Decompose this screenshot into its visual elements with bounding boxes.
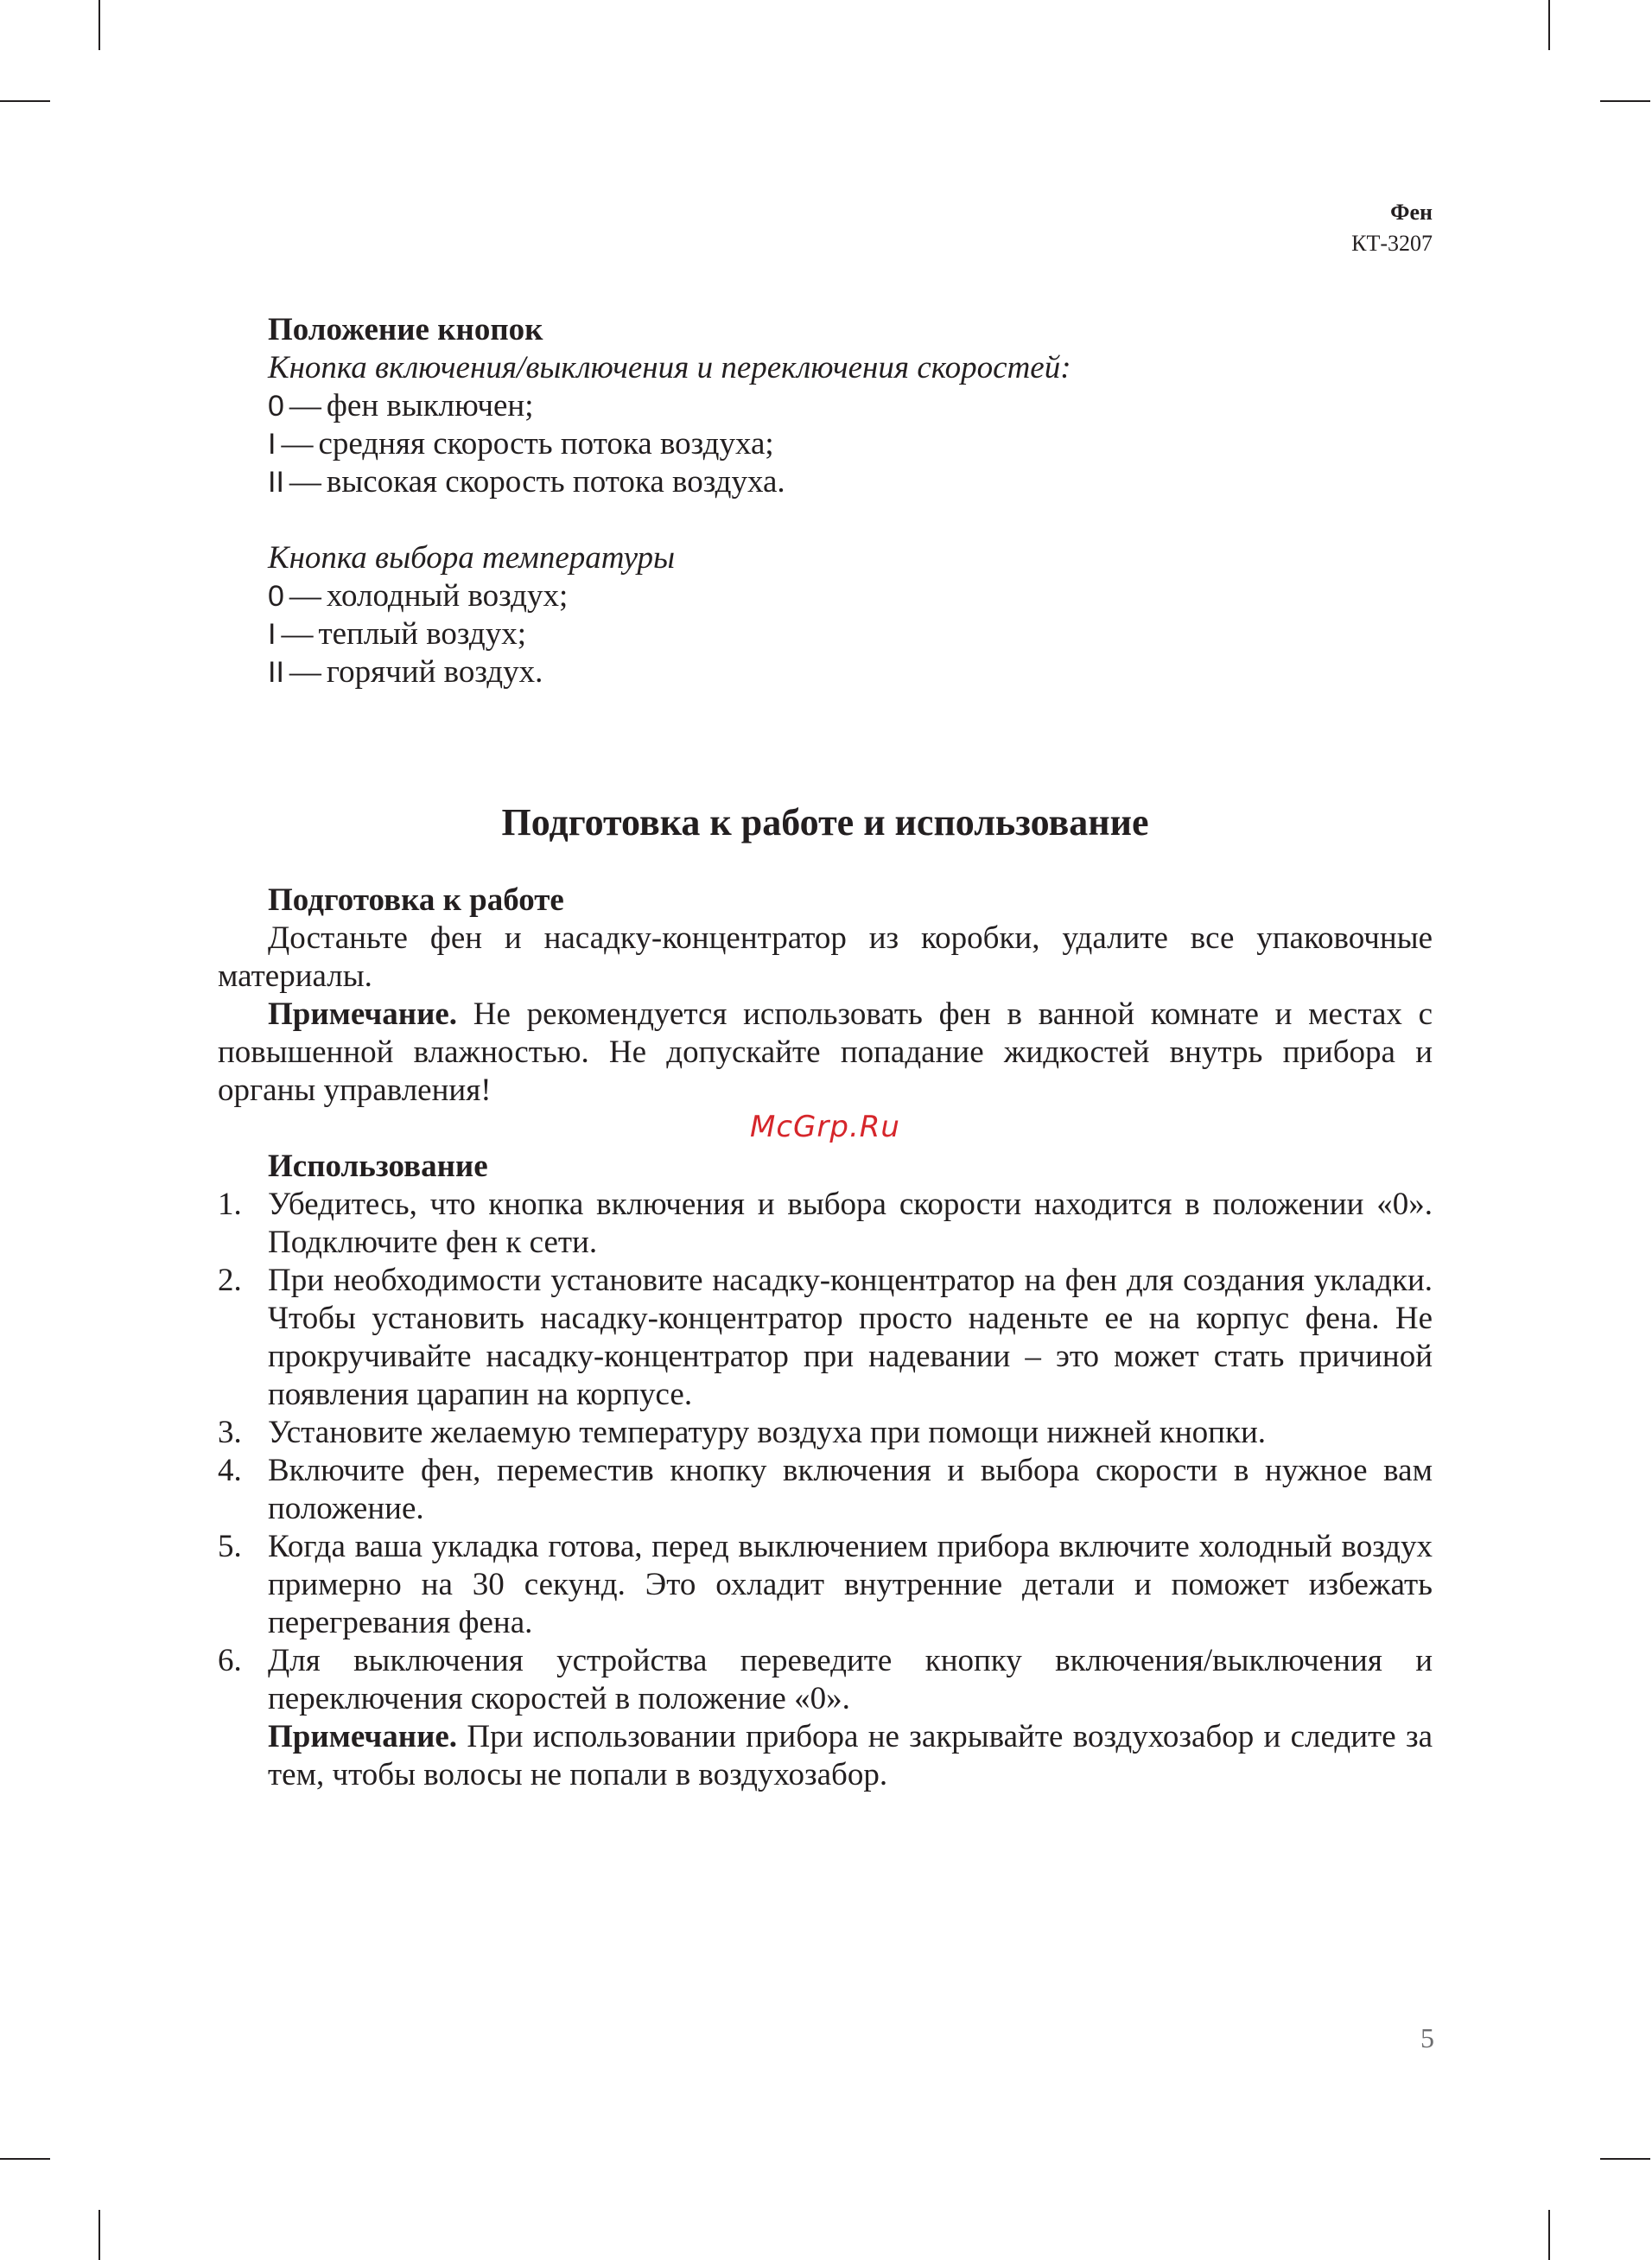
speed-item-glyph: I (268, 428, 276, 461)
usage-note-label: Примечание. (268, 1719, 458, 1754)
temp-button-caption: Кнопка выбора температуры (268, 540, 676, 576)
crop-mark-top-left-horizontal (0, 100, 50, 102)
usage-note (218, 1718, 1433, 1794)
running-header (1351, 197, 1433, 259)
speed-item (268, 387, 1433, 425)
usage-title: Использование (268, 1149, 488, 1184)
usage-step-number: 1. (218, 1187, 242, 1222)
dash: — (289, 654, 321, 690)
crop-mark-bottom-right-horizontal (1600, 2158, 1650, 2160)
crop-mark-top-right-horizontal (1600, 100, 1650, 102)
usage-step-number: 6. (218, 1643, 242, 1678)
speed-item-text: высокая скорость потока воздуха. (326, 464, 785, 500)
buttons-section (218, 311, 1433, 691)
crop-mark-bottom-right-vertical (1548, 2210, 1550, 2260)
dash: — (289, 578, 321, 614)
watermark: McGrp.Ru (750, 1110, 900, 1144)
speed-item-glyph: II (268, 466, 284, 499)
speed-item-glyph: 0 (268, 390, 284, 423)
prep-note (218, 996, 1433, 1110)
temp-item (268, 653, 1433, 691)
usage-step-text: Установите желаемую температуру воздуха при помощи нижней кнопки. (268, 1415, 1267, 1450)
usage-step (218, 1528, 1433, 1642)
page-number: 5 (1420, 2022, 1434, 2053)
header-model: КТ-3207 (1351, 231, 1433, 256)
usage-step-text: При необходимости установите насадку-концентратор на фен для создания укладки. Чтобы установить насадку-концентратор просто наденьте ее на корпус фена. Не прокручивайте насадку-концентратор при надевании – это может стать причиной появления царапин на корпусе. (268, 1263, 1433, 1412)
speed-button-caption: Кнопка включения/выключения и переключения скоростей: (268, 350, 1071, 385)
usage-step-number: 2. (218, 1263, 242, 1298)
temp-item-glyph: I (268, 618, 276, 651)
usage-note-text: При использовании прибора не закрывайте воздухозабор и следите за тем, чтобы волосы не попали в воздухозабор. (268, 1719, 1433, 1792)
prep-note-label: Примечание. (268, 996, 458, 1032)
prep-title: Подготовка к работе (268, 882, 564, 918)
dash: — (281, 616, 314, 652)
usage-section (218, 1148, 1433, 1794)
section-title: Подготовка к работе и использование (501, 801, 1149, 844)
crop-mark-bottom-left-horizontal (0, 2158, 50, 2160)
temp-item-glyph: 0 (268, 580, 284, 613)
speed-item (268, 425, 1433, 463)
temp-item-glyph: II (268, 656, 284, 689)
dash: — (281, 426, 314, 462)
temp-item-text: горячий воздух. (326, 654, 543, 690)
usage-step-text: Включите фен, переместив кнопку включения и выбора скорости в нужное вам положение. (268, 1453, 1433, 1526)
usage-step (218, 1452, 1433, 1528)
speed-item-text: средняя скорость потока воздуха; (318, 426, 774, 462)
usage-step (218, 1186, 1433, 1262)
prep-section (218, 882, 1433, 1110)
temp-item (268, 615, 1433, 653)
crop-mark-top-left-vertical (98, 0, 100, 50)
speed-item-text: фен выключен; (326, 388, 534, 423)
usage-step-text: Убедитесь, что кнопка включения и выбора скорости находится в положении «0». Подключите фен к сети. (268, 1187, 1433, 1260)
crop-mark-top-right-vertical (1548, 0, 1550, 50)
dash: — (289, 388, 321, 423)
prep-note-text: Не рекомендуется использовать фен в ванной комнате и местах с повышенной влажностью. Не допускайте попадание жидкостей внутрь прибора и органы управления! (218, 996, 1433, 1108)
usage-step (218, 1262, 1433, 1414)
header-product: Фен (1390, 200, 1433, 225)
temp-item (268, 577, 1433, 615)
usage-step (218, 1414, 1433, 1452)
usage-step-number: 3. (218, 1415, 242, 1450)
temp-item-text: холодный воздух; (326, 578, 569, 614)
usage-step-text: Для выключения устройства переведите кнопку включения/выключения и переключения скоростей в положение «0». (268, 1643, 1433, 1716)
dash: — (289, 464, 321, 500)
usage-step (218, 1642, 1433, 1718)
usage-step-text: Когда ваша укладка готова, перед выключением прибора включите холодный воздух примерно на 30 секунд. Это охладит внутренние детали и поможет избежать перегревания фена. (268, 1529, 1433, 1640)
prep-text: Достаньте фен и насадку-концентратор из коробки, удалите все упаковочные материалы. (218, 920, 1433, 994)
buttons-section-title: Положение кнопок (268, 312, 543, 347)
usage-step-number: 4. (218, 1453, 242, 1488)
usage-step-number: 5. (218, 1529, 242, 1564)
usage-steps (218, 1186, 1433, 1718)
crop-mark-bottom-left-vertical (98, 2210, 100, 2260)
temp-item-text: теплый воздух; (318, 616, 526, 652)
speed-item (268, 463, 1433, 501)
